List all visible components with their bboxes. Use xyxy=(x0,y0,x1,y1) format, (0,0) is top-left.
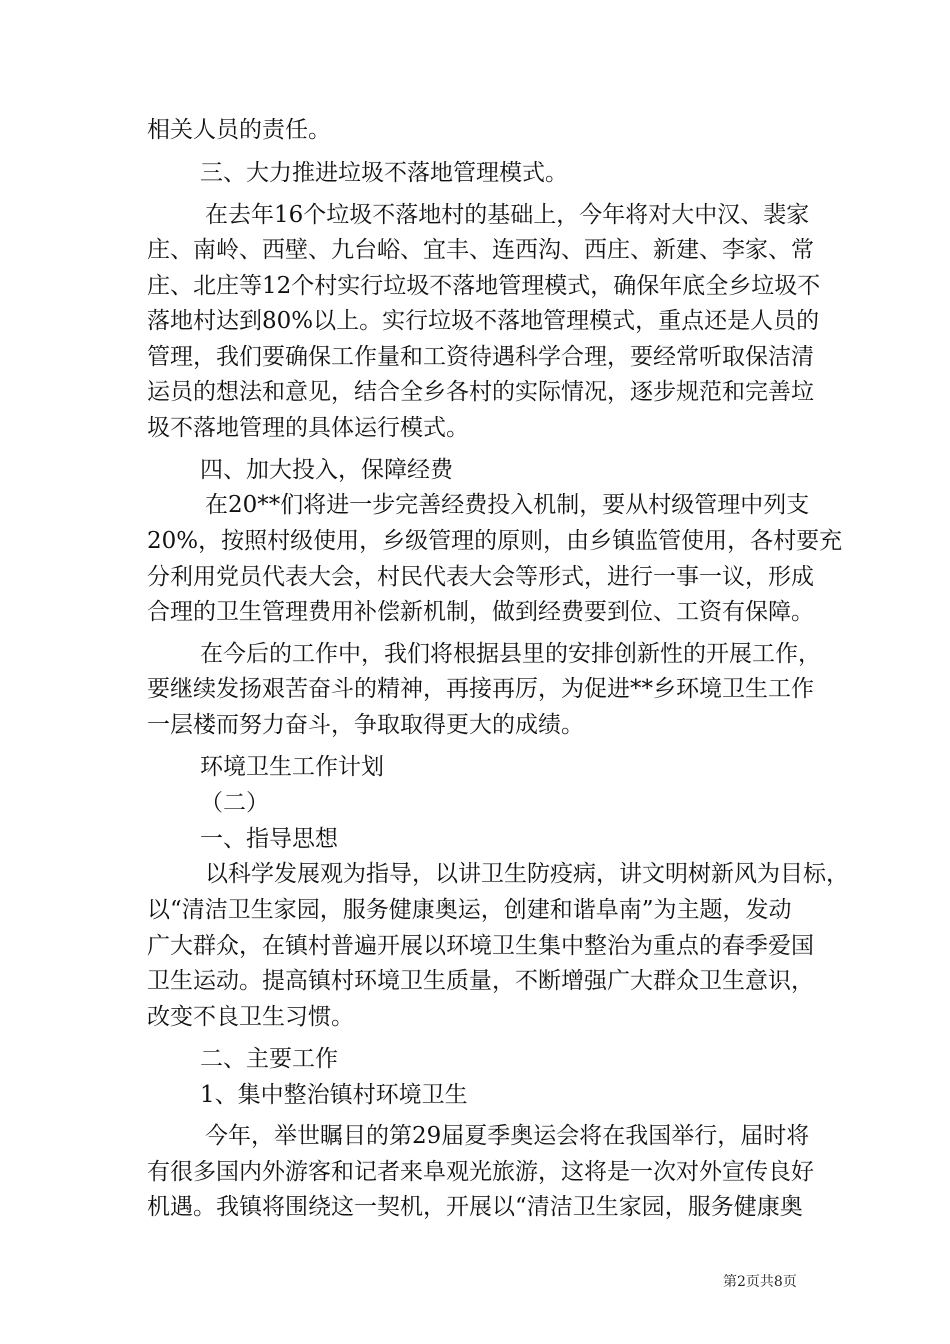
text-line: 要继续发扬艰苦奋斗的精神，再接再厉，为促进**乡环境卫生工作 xyxy=(147,676,814,702)
text-line: 在去年16个垃圾不落地村的基础上，今年将对大中汉、裴家 xyxy=(205,202,810,228)
page-number-footer: 第2页共8页 xyxy=(723,1274,797,1290)
section-heading: 二、主要工作 xyxy=(200,1046,338,1072)
section-heading: 一、指导思想 xyxy=(200,826,338,852)
text-line: 管理，我们要确保工作量和工资待遇科学合理，要经常听取保洁清 xyxy=(147,344,814,370)
text-line: 合理的卫生管理费用补偿新机制，做到经费要到位、工资有保障。 xyxy=(147,599,814,625)
text-line: 相关人员的责任。 xyxy=(147,117,331,143)
text-line: 今年，举世瞩目的第29届夏季奥运会将在我国举行，届时将 xyxy=(205,1123,810,1149)
text-line: 20%，按照村级使用，乡级管理的原则，由乡镇监管使用，各村要充 xyxy=(147,528,843,554)
text-line: 以“清洁卫生家园，服务健康奥运，创建和谐阜南”为主题，发动 xyxy=(147,897,792,923)
text-line: 庄、北庄等12个村实行垃圾不落地管理模式，确保年底全乡垃圾不 xyxy=(147,273,821,299)
subsection-heading: 1、集中整治镇村环境卫生 xyxy=(200,1082,468,1108)
text-line: 以科学发展观为指导，以讲卫生防疫病，讲文明树新风为目标， xyxy=(205,861,849,887)
text-line: 落地村达到80%以上。实行垃圾不落地管理模式，重点还是人员的 xyxy=(147,308,820,334)
text-line: 有很多国内外游客和记者来阜观光旅游，这将是一次对外宣传良好 xyxy=(147,1159,814,1185)
document-subtitle: 环境卫生工作计划 xyxy=(200,754,384,780)
text-line: 广大群众，在镇村普遍开展以环境卫生集中整治为重点的春季爱国 xyxy=(147,933,814,959)
text-line: 卫生运动。提高镇村环境卫生质量，不断增强广大群众卫生意识， xyxy=(147,968,814,994)
text-line: 庄、南岭、西壁、九台峪、宜丰、连西沟、西庄、新建、李家、常 xyxy=(147,237,814,263)
text-line: 运员的想法和意见，结合全乡各村的实际情况，逐步规范和完善垃 xyxy=(147,379,814,405)
document-part-number: （二） xyxy=(200,790,269,816)
text-line: 圾不落地管理的具体运行模式。 xyxy=(147,415,469,441)
section-heading: 四、加大投入，保障经费 xyxy=(200,457,453,483)
text-line: 在20**们将进一步完善经费投入机制，要从村级管理中列支 xyxy=(205,492,810,518)
section-heading: 三、大力推进垃圾不落地管理模式。 xyxy=(200,160,568,186)
text-line: 分利用党员代表大会，村民代表大会等形式，进行一事一议，形成 xyxy=(147,564,814,590)
text-line: 改变不良卫生习惯。 xyxy=(147,1004,354,1030)
text-line: 一层楼而努力奋斗，争取取得更大的成绩。 xyxy=(147,712,584,738)
text-line: 在今后的工作中，我们将根据县里的安排创新性的开展工作， xyxy=(200,641,821,667)
text-line: 机遇。我镇将围绕这一契机，开展以“清洁卫生家园，服务健康奥 xyxy=(147,1194,803,1220)
